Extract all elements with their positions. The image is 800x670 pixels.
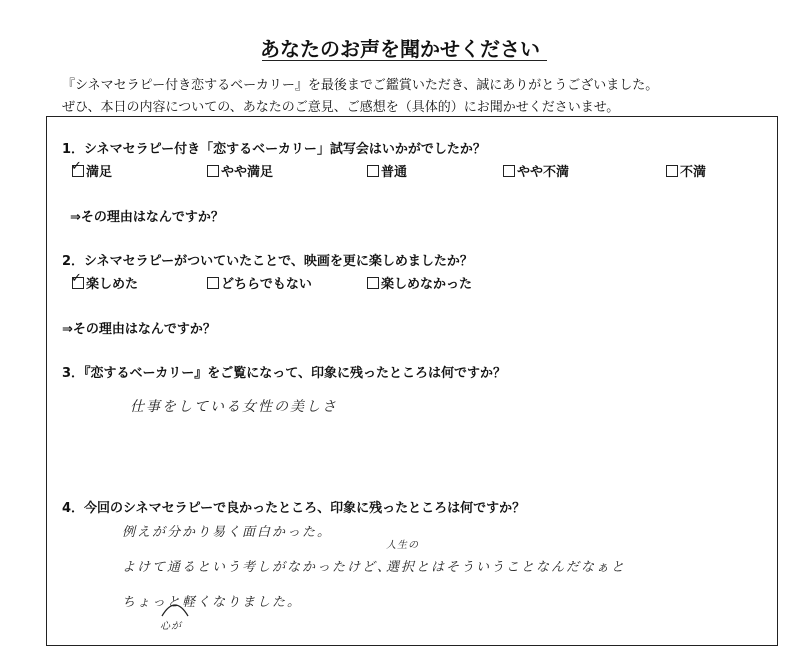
insertion-caret-icon [160,598,190,618]
title-underline [262,60,547,61]
checkbox[interactable] [503,165,515,177]
intro-line-2: ぜひ、本日の内容についての、あなたのご意見、ご感想を（具体的）にお聞かせくださいませ。 [62,100,620,115]
checkbox[interactable] [367,277,379,289]
q2-option-neither[interactable]: どちらでもない [207,273,312,292]
q4-answer-line-3: 選択とはそういうことなんだなぁと [386,560,627,575]
q2-option-not-enjoyed[interactable]: 楽しめなかった [367,273,472,292]
q4-answer-line-4: ちょっと軽くなりました。 [122,595,303,610]
q1-option-somewhat-satisfied[interactable]: やや満足 [207,161,273,180]
q4-answer-line-1: 例えが分かり易く面白かった。 [122,525,333,540]
q2-reason-prompt: ⇒その理由はなんですか？ [62,322,216,337]
checkbox[interactable] [207,277,219,289]
q1-option-neutral[interactable]: 普通 [367,161,407,180]
question-2: 2．シネマセラピーがついていたことで、映画を更に楽しめましたか？ [62,254,473,269]
question-3: 3．『恋するベーカリー』をご覧になって、印象に残ったところは何ですか？ [62,366,507,381]
intro-line-1: 『シネマセラピー付き恋するベーカリー』を最後までご鑑賞いただき、誠にありがとうございました。 [62,78,659,93]
q3-handwritten-answer: 仕事をしている女性の美しさ [130,399,338,415]
checkbox[interactable] [207,165,219,177]
q1-option-satisfied[interactable]: ✓ 満足 [71,159,113,180]
check-mark-icon: ✓ [71,159,82,174]
q1-option-dissatisfied[interactable]: 不満 [666,161,706,180]
q2-option-enjoyed[interactable]: ✓ 楽しめた [71,271,139,292]
q4-insert-above: 人生の [386,540,419,551]
checkbox[interactable] [666,165,678,177]
checkbox[interactable] [71,159,84,177]
question-1: 1．シネマセラピー付き「恋するベーカリー」試写会はいかがでしたか？ [62,142,486,157]
page-title: あなたのお声を聞かせください [260,37,540,61]
question-4: 4．今回のシネマセラピーで良かったところ、印象に残ったところは何ですか？ [62,501,526,516]
q1-reason-prompt: ⇒その理由はなんですか？ [70,210,224,225]
checkbox[interactable] [367,165,379,177]
q4-insert-below: 心が [160,621,182,632]
q4-answer-line-2: よけて通るという考しがなかったけど、 [122,560,393,575]
check-mark-icon: ✓ [71,271,82,286]
q1-option-somewhat-dissatisfied[interactable]: やや不満 [503,161,569,180]
checkbox[interactable] [71,271,84,289]
